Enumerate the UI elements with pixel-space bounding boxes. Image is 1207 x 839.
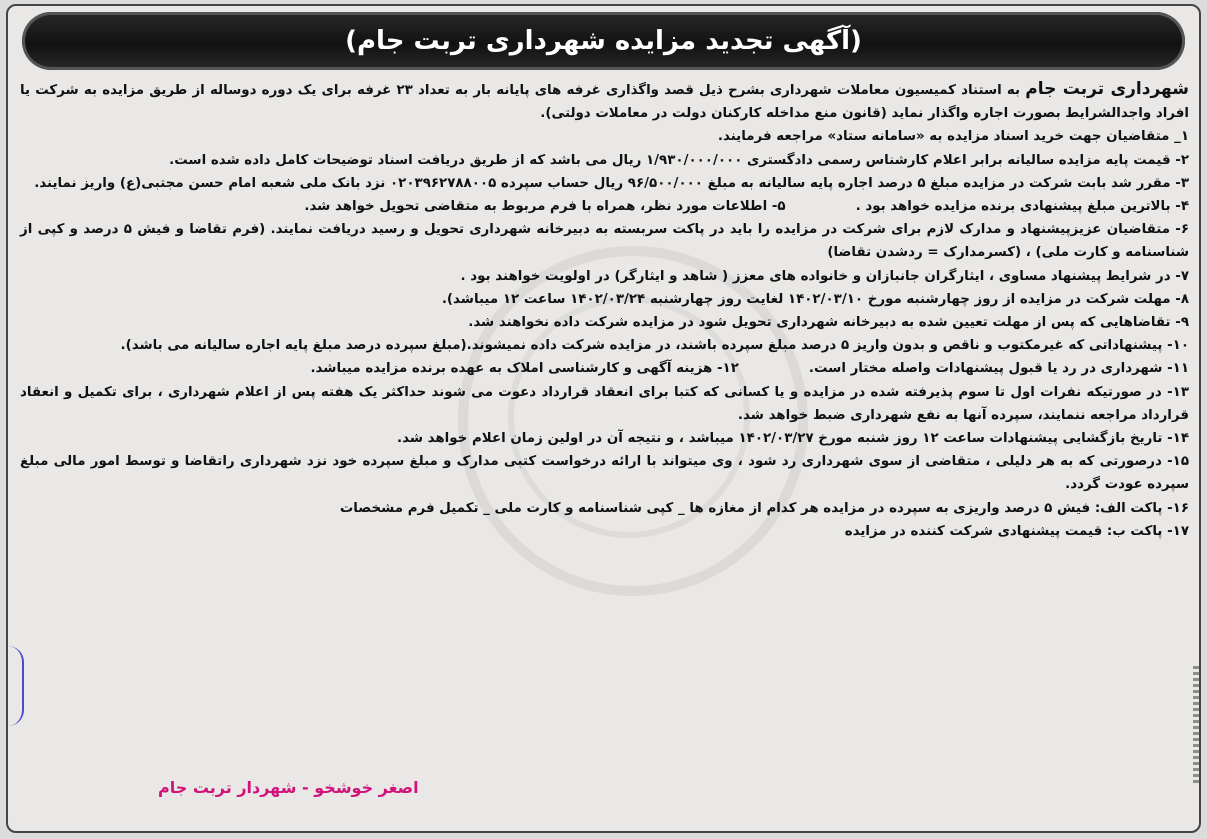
edge-pen-mark (8, 646, 24, 726)
title-banner (22, 12, 1185, 70)
side-edge-strip (1193, 666, 1201, 786)
item-6: ۶- متقاضیان عزیزپیشنهاد و مدارک لازم برای شرکت در مزایده را باید در پاکت سربسته به دبیرخانه شهرداری تحویل و رسید دریافت نمایند. (فرم تقاضا و فیش ۵ درصد و کپی از شناسنامه و کارت ملی) ، (کسرمدارک = ردشدن تقاضا) (20, 222, 1190, 261)
item-1: ۱_ متقاضیان جهت خرید اسناد مزایده به «سامانه ستاد» مراجعه فرمایند. (717, 129, 1189, 145)
item-13: ۱۳- در صورتیکه نفرات اول تا سوم پذیرفته شده در مزایده و یا کسانی که کتبا برای انعقاد قرارداد دعوت می شوند حداکثر یک هفته پس از اعلام شهرداری ، برای تکمیل و انعقاد قرارداد مراجعه ننمایند، سپرده آنها به نفع شهرداری ضبط خواهد شد. (20, 384, 1189, 423)
item-5: ۵- اطلاعات مورد نظر، همراه با فرم مربوط به متقاضی تحویل خواهد شد. (304, 199, 786, 215)
intro-text: به استناد کمیسیون معاملات شهرداری بشرح ذیل قصد واگذاری غرفه های پایانه بار به تعداد ۲۳ غرفه برای یک دوره دوساله از طریق مزایده به شرکت یا افراد واجدالشرایط بصورت اجاره واگذار نماید (قانون منع مداخله کارکنان دولت در معاملات دولتی). (20, 83, 1189, 122)
item-3: ۳- مقرر شد بابت شرکت در مزایده مبلغ ۵ درصد اجاره پایه سالیانه به مبلغ ۹۶/۵۰۰/۰۰۰ ریال حساب سپرده ۰۲۰۳۹۶۲۷۸۸۰۰۵ نزد بانک ملی شعبه امام حسن مجتبی(ع) واریز نمایند. (34, 175, 1189, 191)
item-17: ۱۷- پاکت ب: قیمت پیشنهادی شرکت کننده در مزایده (844, 523, 1189, 539)
item-15: ۱۵- درصورتی که به هر دلیلی ، متقاضی از سوی شهرداری رد شود ، وی میتواند با ارائه درخواست کتبی مدارک و مبلغ سپرده خود نزد شهرداری راتقاضا و توسط امور مالی مبلغ سپرده عودت گردد. (20, 454, 1189, 493)
signature-line: اصغر خوشخو - شهردار تربت جام (158, 778, 419, 797)
item-16: ۱۶- پاکت الف: فیش ۵ درصد واریزی به سپرده در مزایده هر کدام از مغازه ها _ کپی شناسنامه و کارت ملی _ تکمیل فرم مشخصات (339, 500, 1189, 516)
page-title: (آگهی تجدید مزایده شهرداری تربت جام) (345, 26, 862, 56)
item-11: ۱۱- شهرداری در رد یا قبول پیشنهادات واصله مختار است. (808, 361, 1189, 377)
item-7: ۷- در شرایط پیشنهاد مساوی ، ایثارگران جانبازان و خانواده های معزز ( شاهد و ایثارگر) در اولویت خواهند بود . (460, 268, 1189, 284)
intro-paragraph (20, 78, 1189, 125)
items-4-5 (20, 195, 1189, 218)
item-10: ۱۰- پیشنهاداتی که غیرمکتوب و ناقص و بدون واریز ۵ درصد مبلغ سپرده باشند، در مزایده شرکت داده نمیشوند.(مبلغ سپرده درصد مبلغ پایه اجاره سالیانه می باشد). (120, 338, 1189, 354)
item-14: ۱۴- تاریخ بازگشایی پیشنهادات ساعت ۱۲ روز شنبه مورخ ۱۴۰۲/۰۳/۲۷ میباشد ، و نتیجه آن در اولین زمان اعلام خواهد شد. (397, 431, 1189, 447)
item-9: ۹- تقاضاهایی که پس از مهلت تعیین شده به دبیرخانه شهرداری تحویل شود در مزایده شرکت داده نخواهند شد. (468, 315, 1189, 331)
item-8: ۸- مهلت شرکت در مزایده از روز چهارشنبه مورخ ۱۴۰۲/۰۳/۱۰ لغایت روز چهارشنبه ۱۴۰۲/۰۳/۲۴ ساعت ۱۲ میباشد). (441, 291, 1189, 307)
items-11-12 (20, 357, 1189, 380)
org-name: شهرداری تربت جام (1025, 79, 1189, 99)
notice-body (20, 78, 1189, 543)
notice-page (6, 4, 1201, 833)
item-2: ۲- قیمت پایه مزایده سالیانه برابر اعلام کارشناس رسمی دادگستری ۱/۹۳۰/۰۰۰/۰۰۰ ریال می باشد که از طریق دریافت اسناد توضیحات کامل داده شده است. (169, 152, 1189, 168)
item-4: ۴- بالاترین مبلغ پیشنهادی برنده مزایده خواهد بود . (855, 199, 1189, 215)
item-12: ۱۲- هزینه آگهی و کارشناسی املاک به عهده برنده مزایده میباشد. (310, 361, 739, 377)
